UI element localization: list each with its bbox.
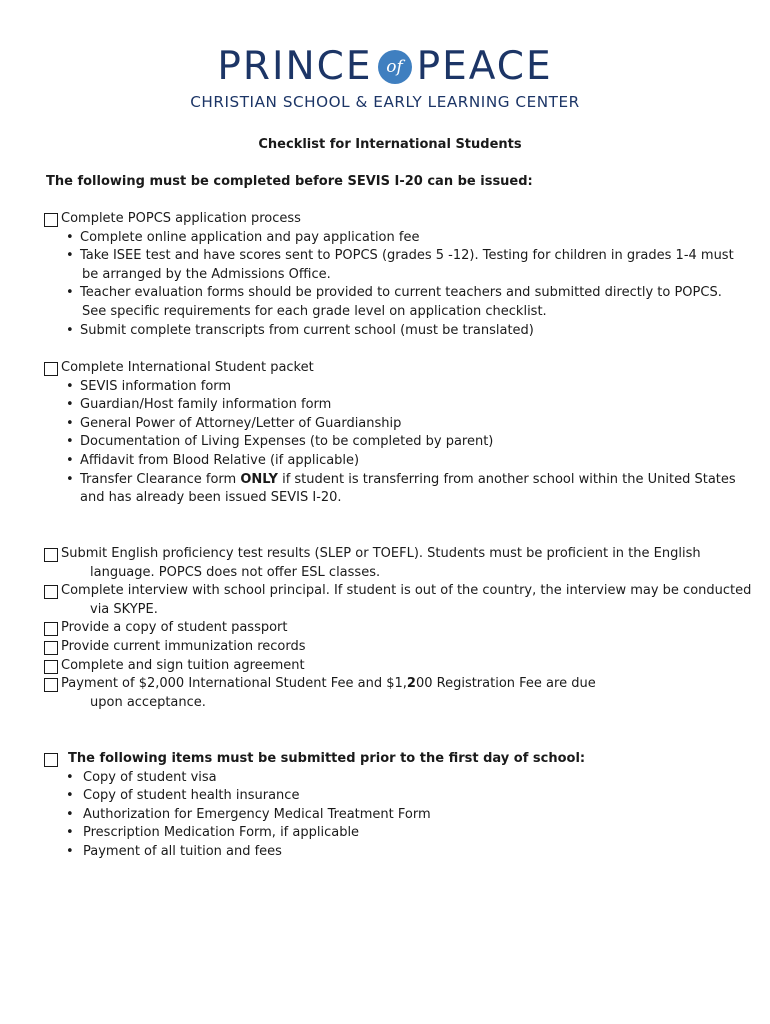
list-item	[66, 322, 734, 341]
list-item	[66, 452, 736, 471]
bullet-icon: •	[66, 825, 74, 841]
checklist-item-label: The following items must be submitted prior to the first day of school:	[68, 751, 586, 766]
list-item-transfer	[66, 471, 736, 490]
bullet-list	[44, 378, 736, 508]
bullet-icon: •	[66, 415, 74, 431]
list-item-text: Copy of student visa	[83, 769, 217, 785]
list-item-text	[80, 471, 736, 490]
checkbox-english[interactable]	[44, 548, 58, 562]
section-application-process	[44, 210, 734, 340]
checklist-item-continuation: upon acceptance.	[90, 694, 206, 710]
payment-prefix: Payment of $2,000 International Student Fee and $1,	[61, 676, 407, 692]
list-item	[66, 769, 585, 788]
transfer-prefix: Transfer Clearance form	[80, 471, 241, 487]
list-item-continuation: and has already been issued SEVIS I-20.	[80, 490, 342, 506]
list-item-text: Payment of all tuition and fees	[83, 843, 282, 859]
checklist-item-passport	[44, 619, 751, 638]
checklist-item-label: Complete POPCS application process	[61, 211, 301, 226]
list-item-text: SEVIS information form	[80, 378, 232, 394]
bullet-icon: •	[66, 452, 74, 468]
payment-bold-digit: 2	[406, 676, 416, 692]
checkbox-immunization[interactable]	[44, 641, 58, 655]
list-item	[66, 247, 734, 266]
checklist-item-application	[44, 210, 734, 229]
bullet-icon: •	[66, 285, 74, 301]
logo-word-peace: PEACE	[416, 44, 553, 89]
list-item	[66, 396, 736, 415]
list-item	[66, 415, 736, 434]
bullet-icon: •	[66, 806, 74, 822]
logo-of-circle: of	[378, 50, 412, 84]
bullet-icon: •	[66, 843, 74, 859]
list-item-text: Affidavit from Blood Relative (if applicable)	[80, 452, 360, 468]
bullet-icon: •	[66, 322, 74, 338]
logo-wordmark	[0, 44, 770, 90]
checklist-item-continuation: via SKYPE.	[90, 601, 158, 617]
checklist-item-label: Provide a copy of student passport	[61, 620, 288, 636]
checkbox-application[interactable]	[44, 213, 58, 227]
checkbox-packet[interactable]	[44, 362, 58, 376]
checklist-item-packet	[44, 359, 736, 378]
bullet-icon: •	[66, 471, 74, 487]
bullet-icon: •	[66, 248, 74, 264]
section-international-packet	[44, 359, 736, 508]
transfer-only-emphasis: ONLY	[240, 471, 278, 487]
logo-word-prince: PRINCE	[217, 44, 373, 89]
checklist-item-label: Submit English proficiency test results (SLEP or TOEFL). Students must be proficient in the English	[61, 546, 701, 561]
list-item-text: Teacher evaluation forms should be provided to current teachers and submitted directly to POPCS.	[80, 285, 722, 301]
list-item-text: Copy of student health insurance	[83, 788, 300, 804]
checklist-item-label: Provide current immunization records	[61, 638, 306, 654]
checklist-item-tuition	[44, 657, 751, 676]
list-item-text: Documentation of Living Expenses (to be completed by parent)	[80, 434, 494, 450]
list-item-text: Guardian/Host family information form	[80, 397, 332, 413]
list-item-continuation: See specific requirements for each grade level on application checklist.	[82, 303, 547, 319]
checklist-item-interview	[44, 582, 751, 601]
list-item	[66, 824, 585, 843]
bullet-list	[44, 769, 585, 862]
checklist-item-label: Complete and sign tuition agreement	[61, 657, 305, 673]
list-item-text: Take ISEE test and have scores sent to POPCS (grades 5 -12). Testing for children in grades 1-4 must	[80, 248, 734, 264]
list-item-text: Complete online application and pay application fee	[80, 229, 420, 245]
bullet-list	[44, 229, 734, 341]
payment-suffix: 00 Registration Fee are due	[415, 676, 596, 692]
checkbox-first-day[interactable]	[44, 753, 58, 767]
list-item-text: Prescription Medication Form, if applicable	[83, 825, 360, 841]
checklist-item-english	[44, 545, 751, 564]
list-item	[66, 787, 585, 806]
bullet-icon: •	[66, 378, 74, 394]
checklist-item-immunization	[44, 638, 751, 657]
list-item-text: General Power of Attorney/Letter of Guardianship	[80, 415, 402, 431]
checkbox-passport[interactable]	[44, 622, 58, 636]
checkbox-payment[interactable]	[44, 678, 58, 692]
list-item	[66, 284, 734, 303]
section-first-day	[44, 750, 585, 862]
checklist-item-label	[61, 675, 596, 694]
bullet-icon: •	[66, 788, 74, 804]
list-item-text: Authorization for Emergency Medical Treatment Form	[83, 806, 431, 822]
bullet-icon: •	[66, 769, 74, 785]
section-requirements	[44, 545, 751, 712]
checklist-item-label: Complete International Student packet	[61, 360, 314, 375]
list-item-continuation: be arranged by the Admissions Office.	[82, 266, 331, 282]
intro-heading: The following must be completed before SEVIS I-20 can be issued:	[46, 174, 533, 189]
bullet-icon: •	[66, 229, 74, 245]
checklist-item-payment	[44, 675, 751, 694]
list-item	[66, 433, 736, 452]
bullet-icon: •	[66, 397, 74, 413]
checklist-item-label: Complete interview with school principal. If student is out of the country, the interview may be conducted	[61, 583, 752, 599]
list-item	[66, 843, 585, 862]
checkbox-tuition[interactable]	[44, 660, 58, 674]
checklist-item-continuation: language. POPCS does not offer ESL classes.	[90, 564, 381, 580]
logo-subtitle: CHRISTIAN SCHOOL & EARLY LEARNING CENTER	[190, 93, 580, 111]
list-item	[66, 378, 736, 397]
checkbox-interview[interactable]	[44, 585, 58, 599]
checklist-item-first-day	[44, 750, 585, 769]
school-logo	[0, 44, 770, 111]
bullet-icon: •	[66, 434, 74, 450]
list-item-text: Submit complete transcripts from current school (must be translated)	[80, 322, 534, 338]
list-item	[66, 806, 585, 825]
page-title: Checklist for International Students	[258, 137, 522, 152]
list-item	[66, 229, 734, 248]
transfer-suffix: if student is transferring from another school within the United States	[277, 471, 736, 487]
